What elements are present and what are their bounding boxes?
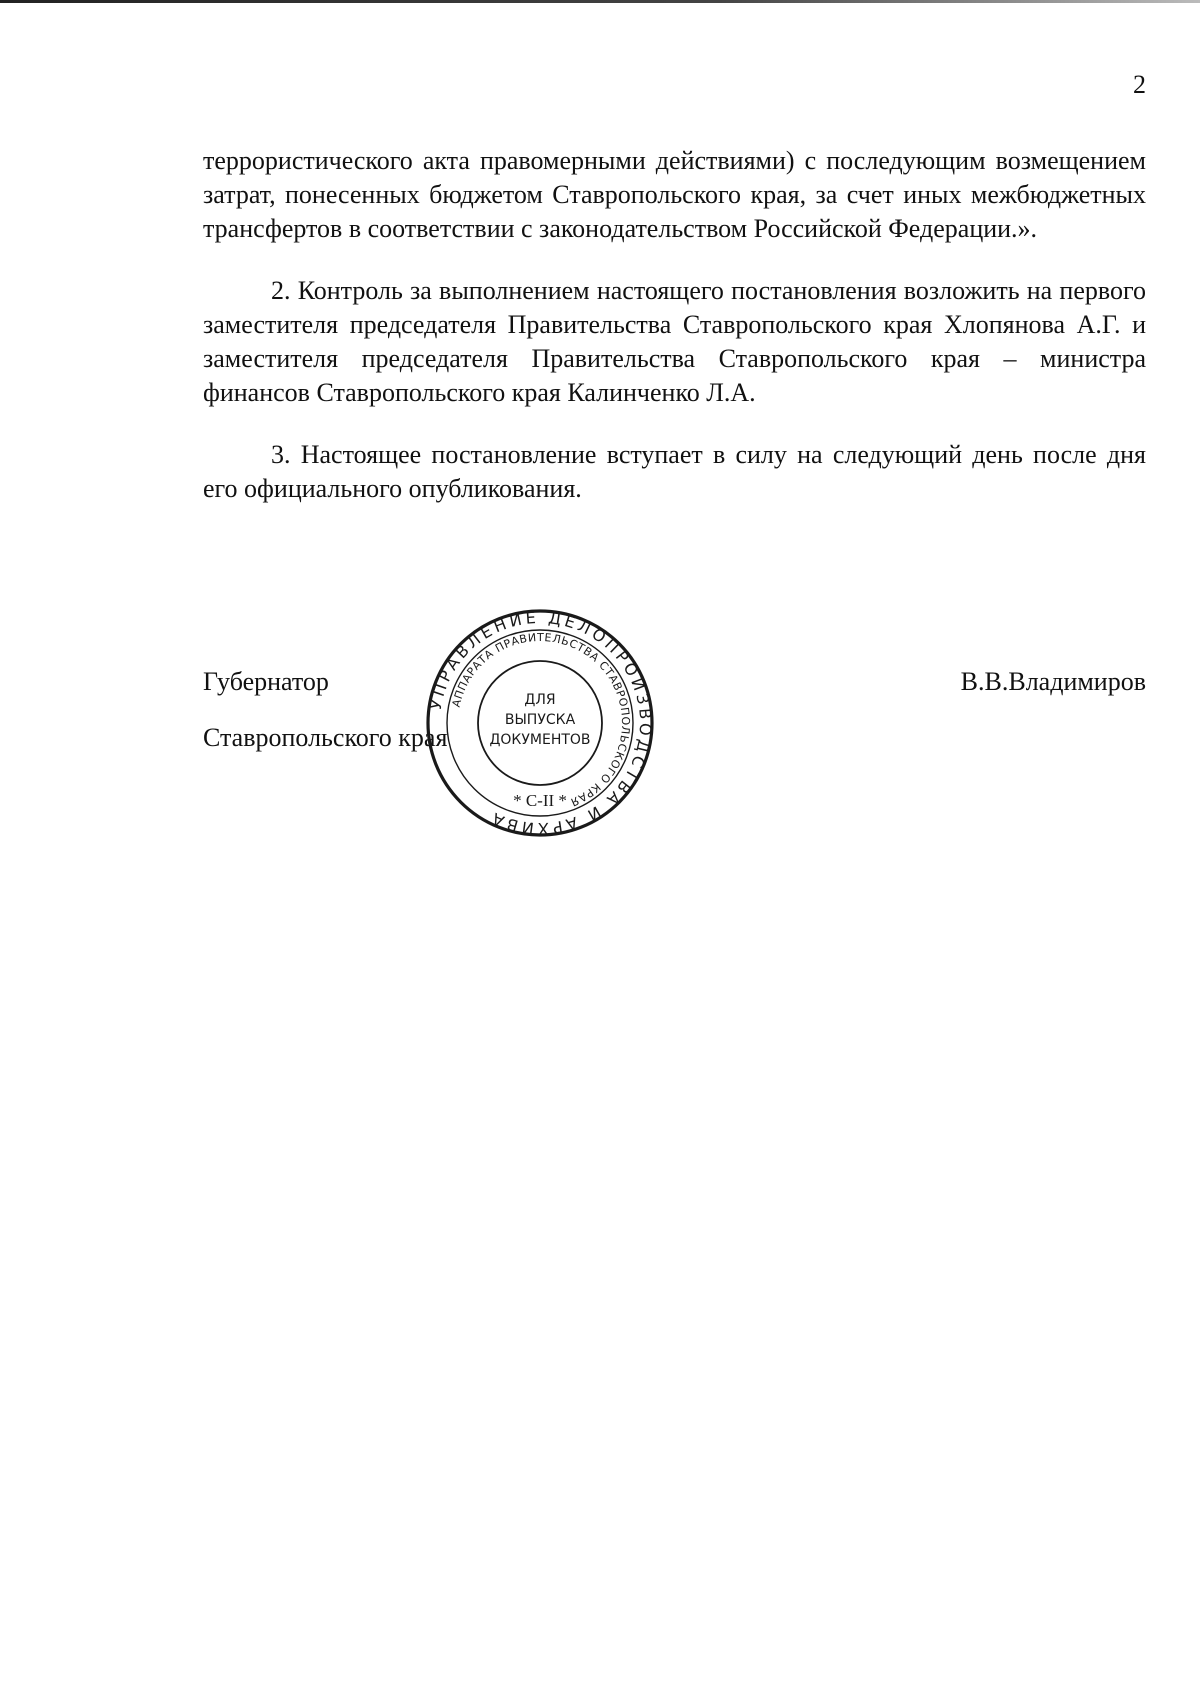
paragraph-item-2: 2. Контроль за выполнением настоящего постановления возложить на первого заместителя председателя Правительства Ставропольского края Хлопянова А.Г. и заместителя председателя Правительства Ставропольского края – министра финансов Ставропольского края Калинченко Л.А. (203, 276, 1146, 407)
page-number: 2 (1133, 70, 1146, 99)
signatory-position-line1: Губернатор (203, 667, 329, 696)
stamp-middle-text: АППАРАТА ПРАВИТЕЛЬСТВА СТАВРОПОЛЬСКОГО КРАЯ (449, 630, 633, 809)
scan-top-edge (0, 0, 1200, 3)
signatory-position (203, 640, 447, 780)
paragraph-item-3: 3. Настоящее постановление вступает в силу на следующий день после дня его официального опубликования. (203, 440, 1146, 503)
stamp-center-line2: ВЫПУСКА (504, 712, 576, 728)
paragraph-continuation: террористического акта правомерными действиями) с последующим возмещением затрат, понесенных бюджетом Ставропольского края, за счет иных межбюджетных трансфертов в соответствии с законодательством Российской Федерации.». (203, 146, 1146, 243)
stamp-outer-text: УПРАВЛЕНИЕ ДЕЛОПРОИЗВОДСТВА И АРХИВА (425, 608, 655, 838)
stamp-center-line3: ДОКУМЕНТОВ (489, 732, 591, 748)
stamp-center-line1: ДЛЯ (524, 692, 556, 708)
stamp-code: * С-II * (513, 791, 567, 810)
document-body (203, 144, 1146, 506)
official-stamp (425, 608, 655, 838)
signatory-position-line2: Ставропольского края (203, 723, 448, 752)
signatory-name: В.В.Владимиров (960, 667, 1146, 696)
